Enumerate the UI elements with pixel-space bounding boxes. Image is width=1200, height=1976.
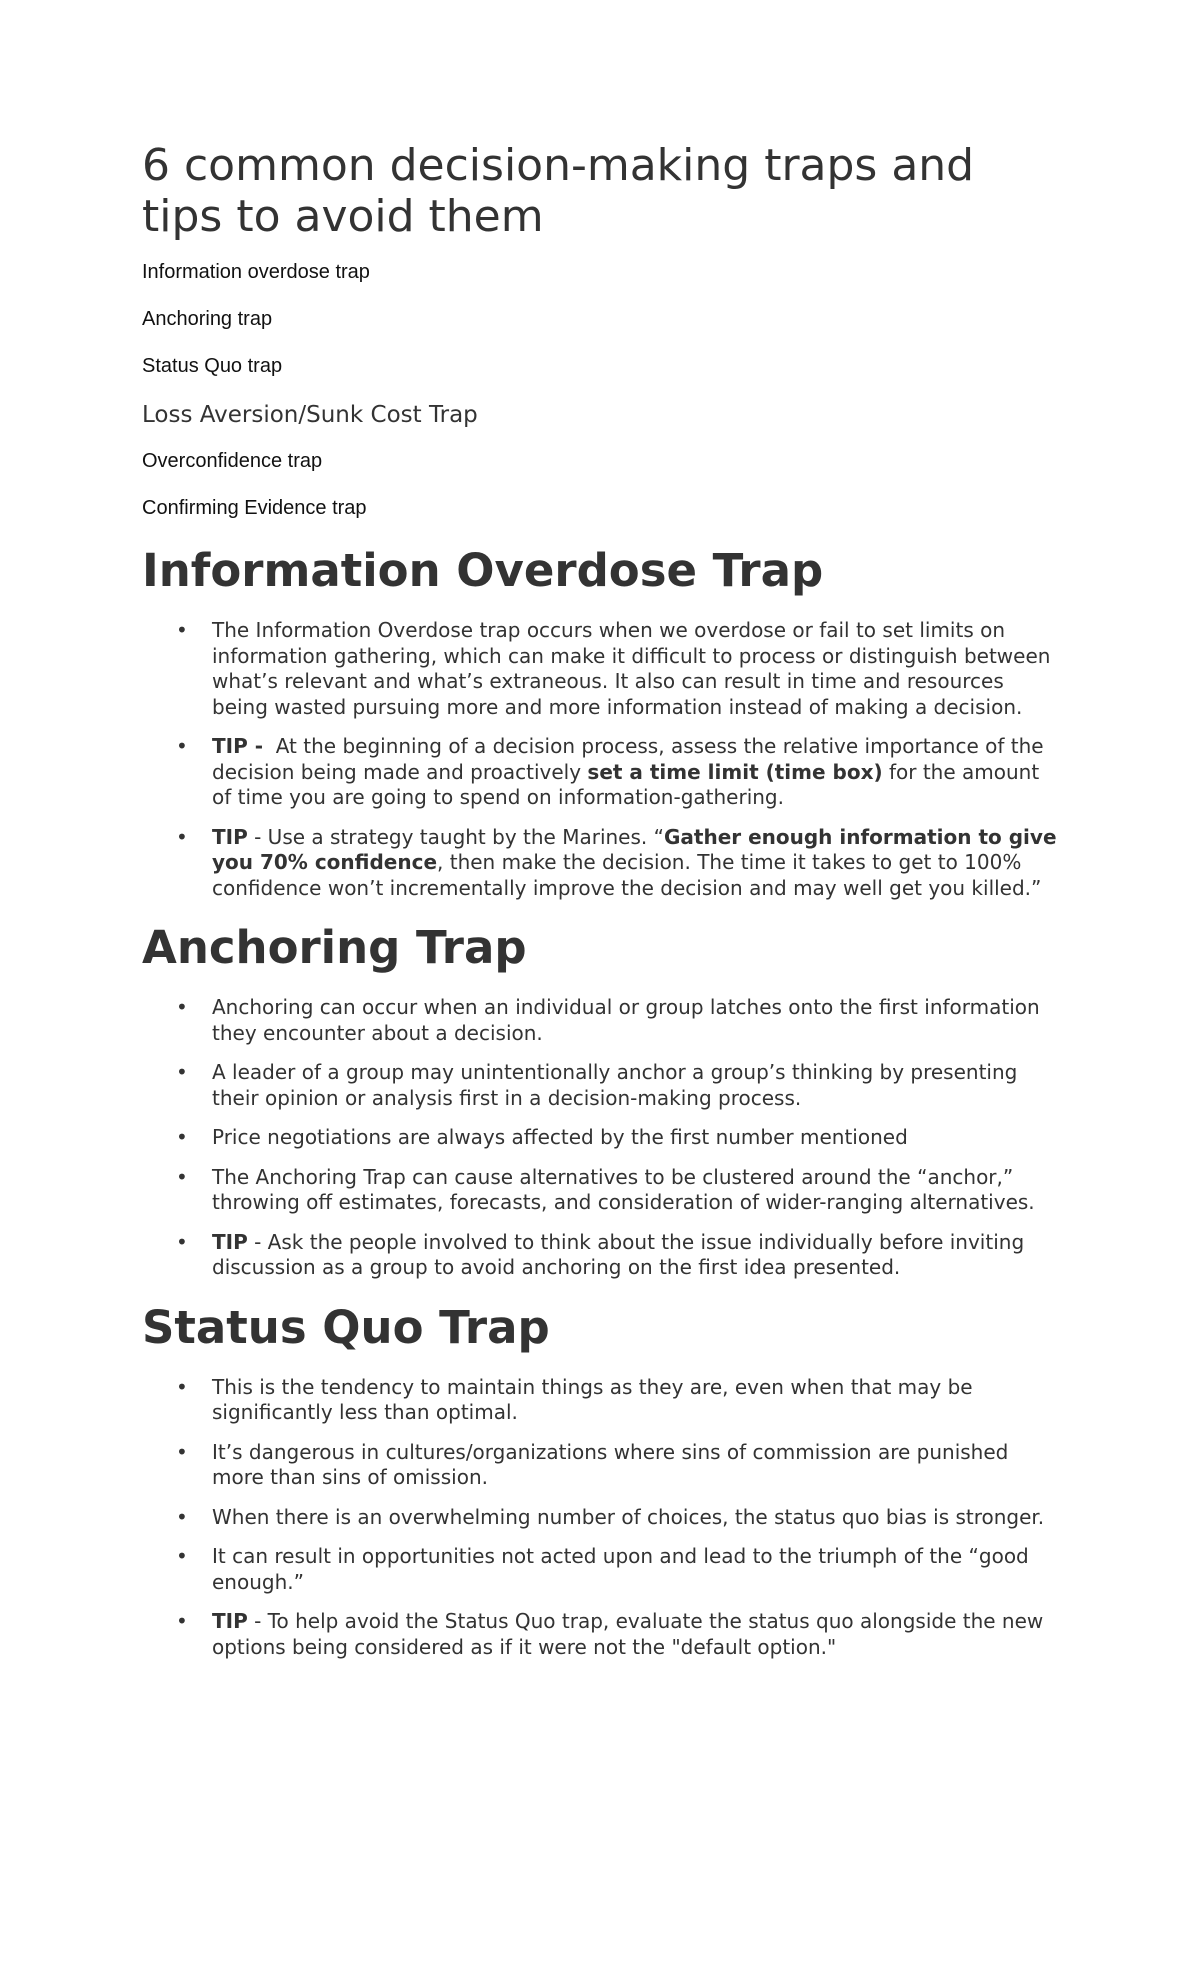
bullet-icon: • [176,1439,188,1464]
table-of-contents [142,260,1062,520]
toc-item-anchoring: Anchoring trap [142,308,273,330]
section-heading: Anchoring Trap [142,921,527,974]
bullet-list [142,995,1062,1281]
bullet-icon: • [176,1229,188,1254]
bullet-text: A leader of a group may unintentionally anchor a group’s thinking by presenting their opinion or analysis first in a decision-making process. [212,1060,1018,1110]
bullet-icon: • [176,1609,188,1633]
list-item [176,1060,1062,1111]
bullet-text: for the amount of time you are going to spend on information-gathering. [212,759,1040,809]
bullet-emphasis: Gather enough information to give you 70% confidence [212,824,1057,874]
section-heading: Information Overdose Trap [142,544,824,597]
bullet-icon: • [176,1060,188,1084]
bullet-text: The Anchoring Trap can cause alternatives to be clustered around the “anchor,” throwing off estimates, forecasts, and consideration of wider-ranging alternatives. [212,1164,1035,1214]
list-item [176,1439,1062,1491]
bullet-icon: • [176,1164,188,1189]
section-heading: Status Quo Trap [142,1300,550,1354]
bullet-list [142,618,1062,901]
list-item [176,824,1062,902]
list-item [176,1229,1062,1281]
list-item [176,1374,1062,1426]
toc-item-information-overdose: Information overdose trap [142,261,370,283]
list-item [176,1125,1062,1151]
section-anchoring [142,921,1062,1281]
bullet-text: - Ask the people involved to think about the issue individually before inviting discussion as a group to avoid anchoring on the first idea presented. [212,1229,1025,1279]
bullet-icon: • [176,995,188,1019]
section-status-quo [142,1301,1062,1661]
document-title: 6 common decision-making traps and tips to avoid them [142,140,975,242]
bullet-text: This is the tendency to maintain things as they are, even when that may be significantly less than optimal. [212,1374,973,1424]
bullet-icon: • [176,734,188,758]
bullet-text: It’s dangerous in cultures/organizations where sins of commission are punished more than sins of omission. [212,1439,1009,1489]
bullet-icon: • [176,1125,188,1149]
bullet-text: , then make the decision. The time it takes to get to 100% confidence won’t incrementally improve the decision and may well get you killed.” [212,850,1042,900]
bullet-icon: • [176,618,188,642]
list-item [176,1504,1062,1531]
document-page [142,140,1062,1674]
bullet-text: It can result in opportunities not acted upon and lead to the triumph of the “good enough.” [212,1544,1029,1594]
list-item [176,734,1062,811]
bullet-emphasis: set a time limit (time box) [587,759,883,784]
list-item [176,995,1062,1046]
toc-item-loss-aversion: Loss Aversion/Sunk Cost Trap [142,402,478,428]
section-information-overdose [142,544,1062,901]
bullet-text: - To help avoid the Status Quo trap, evaluate the status quo alongside the new options being considered as if it were not the "default option." [212,1609,1044,1659]
bullet-text: Price negotiations are always affected by the first number mentioned [212,1125,908,1149]
toc-item-status-quo: Status Quo trap [142,355,283,377]
tip-label: TIP [212,1609,248,1633]
bullet-text: When there is an overwhelming number of choices, the status quo bias is stronger. [212,1504,1045,1529]
list-item [176,1544,1062,1595]
toc-item-confirming-evidence: Confirming Evidence trap [142,497,367,519]
tip-label: TIP [212,1229,248,1254]
tip-label: TIP - [212,734,264,758]
list-item [176,1164,1062,1216]
bullet-icon: • [176,1374,188,1399]
bullet-text: Anchoring can occur when an individual or group latches onto the first information they encounter about a decision. [212,995,1040,1045]
tip-label: TIP [212,824,248,849]
bullet-text: - Use a strategy taught by the Marines. “ [247,824,664,849]
bullet-text: The Information Overdose trap occurs when we overdose or fail to set limits on information gathering, which can make it difficult to process or distinguish between what’s relevant and what’s extraneous. It also can result in time and resources being wasted pursuing more and more information instead of making a decision. [212,618,1051,719]
bullet-icon: • [176,1504,188,1529]
bullet-list [142,1375,1062,1661]
toc-item-overconfidence: Overconfidence trap [142,450,323,472]
list-item [176,1609,1062,1660]
bullet-text: At the beginning of a decision process, assess the relative importance of the decision being made and proactively [212,734,1050,784]
bullet-icon: • [176,824,188,849]
bullet-icon: • [176,1544,188,1568]
list-item [176,618,1062,720]
